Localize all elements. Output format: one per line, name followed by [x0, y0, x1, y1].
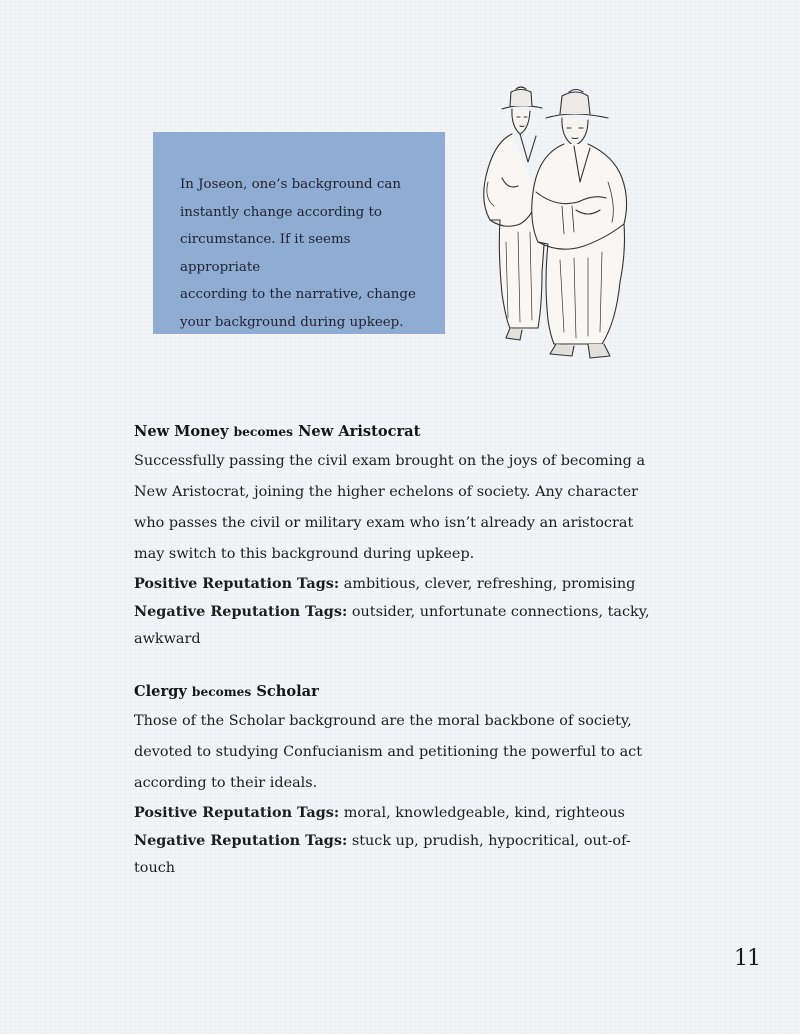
heading-from: Clergy: [134, 683, 187, 700]
section-body: [134, 446, 674, 570]
positive-tags-values: ambitious, clever, refreshing, promising: [339, 576, 636, 592]
positive-tags-label: Positive Reputation Tags:: [134, 575, 340, 592]
positive-tags-label: Positive Reputation Tags:: [134, 804, 340, 821]
section-body: [134, 706, 674, 799]
section-heading: [134, 680, 674, 704]
negative-tags: [134, 827, 674, 855]
positive-tags: [134, 570, 674, 598]
sidebar-note-line: according to the narrative, change: [180, 287, 416, 302]
two-scholars-illustration: [476, 82, 642, 368]
positive-tags-values: moral, knowledgeable, kind, righteous: [339, 805, 625, 821]
negative-tags-continued: touch: [134, 860, 176, 876]
heading-to: New Aristocrat: [298, 423, 421, 440]
negative-tags-values: stuck up, prudish, hypocritical, out-of-: [347, 833, 631, 849]
negative-tags-label: Negative Reputation Tags:: [134, 603, 348, 620]
sidebar-note-line: your background during upkeep.: [180, 314, 404, 330]
positive-tags: [134, 799, 674, 827]
body-line: who passes the civil or military exam who isn’t already an aristocrat: [134, 515, 634, 531]
negative-tags-values: outsider, unfortunate connections, tacky,: [347, 604, 650, 620]
heading-becomes: becomes: [191, 685, 252, 699]
heading-from: New Money: [134, 423, 229, 440]
negative-tags: [134, 598, 674, 626]
heading-becomes: becomes: [233, 425, 293, 439]
negative-tags-continued: awkward: [134, 631, 201, 647]
page-number: 11: [734, 946, 760, 971]
main-content: [134, 420, 674, 882]
body-line: may switch to this background during upkeep.: [134, 546, 475, 562]
body-line: Those of the Scholar background are the moral backbone of society,: [134, 713, 632, 729]
heading-to: Scholar: [256, 683, 319, 700]
body-line: according to their ideals.: [134, 775, 318, 791]
background-section: [134, 680, 674, 882]
sidebar-note-box: [153, 132, 445, 334]
negative-tags-label: Negative Reputation Tags:: [134, 832, 348, 849]
sidebar-note-line: instantly change according to: [180, 204, 382, 220]
section-heading: [134, 420, 674, 444]
body-line: devoted to studying Confucianism and petitioning the powerful to act: [134, 744, 642, 760]
sidebar-note-line: circumstance. If it seems appropriate: [180, 232, 351, 275]
sidebar-note-line: In Joseon, one’s background can: [180, 177, 401, 192]
section-spacer: [134, 653, 674, 680]
body-line: New Aristocrat, joining the higher echelons of society. Any character: [134, 484, 639, 500]
background-section: [134, 420, 674, 653]
scholar-figure-right: [532, 90, 627, 359]
body-line: Successfully passing the civil exam brought on the joys of becoming a: [134, 453, 646, 469]
